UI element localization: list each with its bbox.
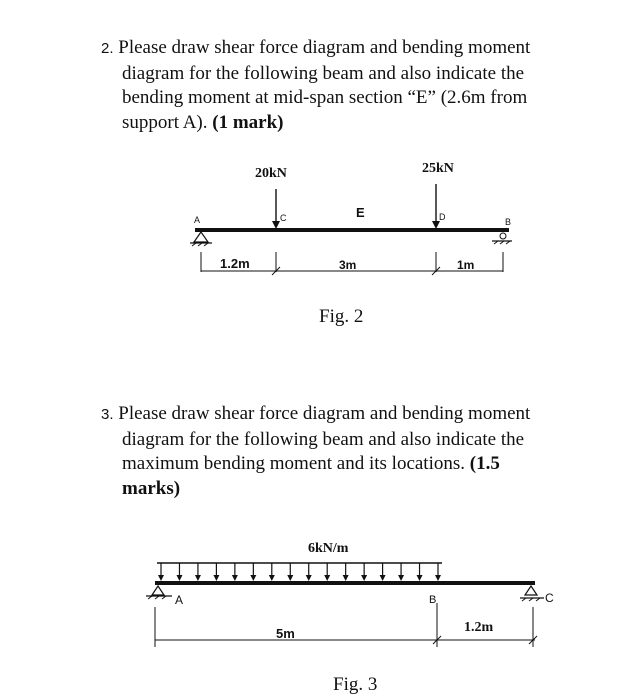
q3-line-2: diagram for the following beam and also indicate the bbox=[122, 428, 525, 450]
figure-3 bbox=[146, 541, 554, 695]
q2-mark: (1 mark) bbox=[212, 111, 284, 133]
fig2-dim-1m: 1m bbox=[457, 258, 475, 272]
udl-arrow bbox=[306, 563, 312, 581]
fig2-load-20kn: 20kN bbox=[255, 166, 287, 181]
fig3-label-c: C bbox=[545, 591, 554, 605]
udl-arrow bbox=[195, 563, 201, 581]
fig2-dim-3m: 3m bbox=[339, 258, 357, 272]
q3-mark-b: marks) bbox=[122, 477, 181, 499]
udl-arrow bbox=[324, 563, 330, 581]
fig2-label-d: D bbox=[439, 212, 446, 222]
udl-arrow bbox=[213, 563, 219, 581]
question-3 bbox=[101, 402, 601, 501]
fig2-load-d-arrow bbox=[432, 184, 440, 229]
udl-arrow bbox=[417, 563, 423, 581]
q2-line-3: bending moment at mid-span section “E” (2.6m from bbox=[122, 87, 528, 108]
udl-arrow bbox=[343, 563, 349, 581]
q2-line-2: diagram for the following beam and also indicate the bbox=[122, 62, 525, 84]
fig3-udl-label: 6kN/m bbox=[308, 541, 349, 556]
udl-arrow bbox=[361, 563, 367, 581]
q2-text-1: Please draw shear force diagram and bending moment bbox=[118, 37, 531, 58]
udl-arrow bbox=[287, 563, 293, 581]
fig3-dim-5m: 5m bbox=[276, 626, 295, 641]
fig3-udl-arrows bbox=[158, 563, 441, 581]
q3-number: 3. bbox=[101, 406, 114, 423]
udl-arrow bbox=[269, 563, 275, 581]
udl-arrow bbox=[435, 563, 441, 581]
fig2-dim-1-2m: 1.2m bbox=[220, 256, 250, 271]
udl-arrow bbox=[158, 563, 164, 581]
q3-mark-a: (1.5 bbox=[469, 453, 500, 474]
fig2-load-25kn: 25kN bbox=[422, 161, 454, 176]
udl-arrow bbox=[176, 563, 182, 581]
fig3-caption: Fig. 3 bbox=[333, 674, 378, 695]
fig2-label-c: C bbox=[280, 213, 287, 223]
q3-line-3 bbox=[101, 452, 601, 477]
q2-text-4: support A). bbox=[122, 111, 213, 133]
fig3-support-a bbox=[146, 586, 172, 599]
q2-number: 2. bbox=[101, 40, 114, 57]
fig2-label-a: A bbox=[194, 215, 201, 225]
fig2-load-c-arrow bbox=[272, 189, 280, 229]
udl-arrow bbox=[250, 563, 256, 581]
fig3-label-a: A bbox=[175, 593, 184, 607]
fig2-support-b bbox=[492, 233, 512, 244]
q3-line-1 bbox=[101, 402, 601, 428]
fig3-label-b: B bbox=[429, 594, 437, 606]
q3-text-3: maximum bending moment and its locations. bbox=[122, 453, 470, 474]
fig2-support-a bbox=[190, 232, 212, 246]
fig2-caption: Fig. 2 bbox=[319, 306, 364, 327]
udl-arrow bbox=[380, 563, 386, 581]
fig3-dim-1-2m: 1.2m bbox=[464, 620, 494, 635]
udl-arrow bbox=[398, 563, 404, 581]
fig2-label-e: E bbox=[356, 205, 365, 220]
fig2-label-b: B bbox=[505, 217, 512, 227]
q3-line-4 bbox=[101, 477, 601, 502]
fig3-support-c bbox=[520, 586, 544, 601]
q3-text-1: Please draw shear force diagram and bending moment bbox=[118, 403, 531, 424]
udl-arrow bbox=[232, 563, 238, 581]
